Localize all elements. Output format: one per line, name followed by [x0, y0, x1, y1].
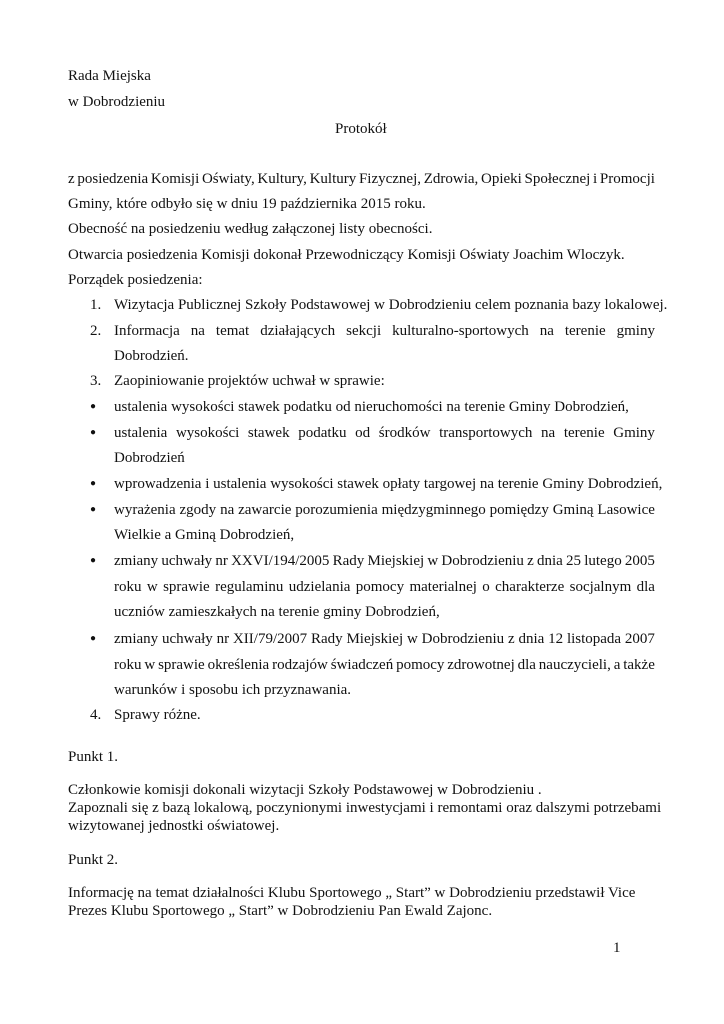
word: Dobrodzieniu: [421, 631, 505, 647]
word: roku: [114, 657, 142, 673]
agenda-item-4-text: Sprawy różne.: [114, 707, 201, 723]
opening-text: Otwarcia posiedzenia Komisji dokonał Przewodniczący Komisji Oświaty Joachim Wloczyk.: [68, 247, 625, 263]
word: XII/79/2007: [232, 631, 308, 647]
word: w: [146, 579, 158, 595]
word: zgody: [179, 502, 217, 518]
word: terenie: [564, 323, 606, 339]
bullet-icon: ●: [90, 478, 97, 489]
agenda-item-4-number: 4.: [90, 707, 102, 723]
word: lutego: [584, 553, 622, 569]
word: międzygminnego: [381, 502, 486, 518]
bullet-3-text: wprowadzenia i ustalenia wysokości stawek opłaty targowej na terenie Gminy Dobrodzień,: [114, 476, 663, 492]
word: wyrażenia: [114, 502, 176, 518]
word: Komisji: [150, 171, 200, 187]
word: 2005: [624, 553, 655, 569]
bullet-5-line-3: uczniów zamieszkałych na terenie gminy Dobrodzień,: [114, 604, 440, 620]
word: Informacja: [114, 323, 180, 339]
page-number: 1: [613, 940, 621, 956]
word: Rady: [332, 553, 365, 569]
word: działających: [260, 323, 336, 339]
word: kulturalno-sportowych: [392, 323, 529, 339]
word: Dobrodzieniu: [441, 553, 524, 569]
word: świadczeń: [330, 657, 394, 673]
word: nauczycieli,: [538, 657, 611, 673]
word: pomiędzy: [489, 502, 549, 518]
word: uchwały: [161, 631, 213, 647]
word: Rady: [310, 631, 343, 647]
bullet-6-line-1: [114, 630, 655, 648]
word: posiedzenia: [77, 171, 149, 187]
intro-line-1: [68, 170, 655, 188]
word: dla: [636, 579, 655, 595]
word: ustalenia: [114, 425, 168, 441]
word: sprawie: [158, 657, 205, 673]
word: materialnej: [409, 579, 477, 595]
word: Opieki: [481, 171, 522, 187]
bullet-6-line-2: [114, 656, 655, 674]
organization-location: w Dobrodzieniu: [68, 94, 166, 110]
bullet-2-line-2: Dobrodzień: [114, 450, 185, 466]
word: charakterze: [495, 579, 565, 595]
punkt-2-line-2: Prezes Klubu Sportowego „ Start” w Dobrodzieniu Pan Ewald Zajonc.: [68, 903, 493, 919]
word: nr: [215, 553, 228, 569]
agenda-item-2-line-2: Dobrodzień.: [114, 348, 189, 364]
word: na: [220, 502, 235, 518]
word: temat: [215, 323, 250, 339]
bullet-1-text: ustalenia wysokości stawek podatku od nieruchomości na terenie Gminy Dobrodzień,: [114, 399, 629, 415]
word: sekcji: [346, 323, 382, 339]
organization-name: Rada Miejska: [68, 68, 151, 84]
word: 2007: [624, 631, 655, 647]
word: Miejskiej: [346, 631, 404, 647]
word: rodzajów: [272, 657, 328, 673]
word: o: [482, 579, 490, 595]
intro-line-2: Gminy, które odbyło się w dniu 19 października 2015 roku.: [68, 196, 426, 212]
word: 25: [566, 553, 582, 569]
word: w: [406, 631, 418, 647]
word: Oświaty,: [201, 171, 255, 187]
word: 12: [548, 631, 564, 647]
punkt-2-line-1: Informację na temat działalności Klubu Sportowego „ Start” w Dobrodzieniu przedstawił Vice: [68, 885, 636, 901]
punkt-1-line-1: Członkowie komisji dokonali wizytacji Szkoły Podstawowej w Dobrodzieniu .: [68, 782, 542, 798]
word: z: [68, 171, 75, 187]
word: na: [539, 323, 554, 339]
word: pomocy: [396, 657, 445, 673]
agenda-item-1-text: Wizytacja Publicznej Szkoły Podstawowej w Dobrodzieniu celem poznania bazy lokalowej.: [114, 297, 668, 313]
bullet-icon: ●: [90, 633, 97, 644]
word: Gminy: [613, 425, 655, 441]
word: dnia: [536, 553, 563, 569]
word: nr: [216, 631, 230, 647]
word: podatku: [298, 425, 347, 441]
word: wysokości: [175, 425, 240, 441]
bullet-5-line-1: [114, 552, 655, 570]
word: określenia: [207, 657, 270, 673]
word: zmiany: [114, 553, 159, 569]
punkt-1-line-3: wizytowanej jednostki oświatowej.: [68, 818, 280, 834]
word: udzielania: [288, 579, 351, 595]
word: Miejskiej: [367, 553, 425, 569]
punkt-2-heading: Punkt 2.: [68, 852, 119, 868]
word: listopada: [566, 631, 622, 647]
word: dnia: [518, 631, 545, 647]
word: i: [593, 171, 598, 187]
punkt-1-heading: Punkt 1.: [68, 749, 119, 765]
word: w: [427, 553, 439, 569]
word: regulaminu: [215, 579, 284, 595]
word: w: [144, 657, 156, 673]
word: zmiany: [114, 631, 159, 647]
bullet-4-line-1: [114, 501, 655, 519]
word: na: [190, 323, 205, 339]
bullet-5-line-2: [114, 578, 655, 596]
punkt-1-line-2: Zapoznali się z bazą lokalową, poczynionymi inwestycjami i remontami oraz dalszymi potrzebami: [68, 800, 662, 816]
word: Promocji: [599, 171, 655, 187]
word: Społecznej: [524, 171, 591, 187]
word: transportowych: [439, 425, 533, 441]
word: Kultury: [309, 171, 357, 187]
word: uchwały: [161, 553, 213, 569]
word: środków: [378, 425, 431, 441]
agenda-heading: Porządek posiedzenia:: [68, 272, 203, 288]
bullet-icon: ●: [90, 401, 97, 412]
word: sprawie: [163, 579, 210, 595]
document-title: Protokół: [335, 121, 387, 137]
word: pomocy: [355, 579, 405, 595]
agenda-item-2-line-1: [114, 322, 655, 340]
agenda-item-3-number: 3.: [90, 373, 102, 389]
word: socjalnym: [569, 579, 632, 595]
word: z: [527, 553, 534, 569]
word: Kultury,: [257, 171, 307, 187]
agenda-item-1-number: 1.: [90, 297, 102, 313]
word: także: [623, 657, 655, 673]
bullet-icon: ●: [90, 427, 97, 438]
word: dla: [517, 657, 536, 673]
word: Lasowice: [597, 502, 655, 518]
word: Gminą: [552, 502, 594, 518]
word: stawek: [247, 425, 290, 441]
word: od: [355, 425, 371, 441]
bullet-4-line-2: Wielkie a Gminą Dobrodzień,: [114, 527, 295, 543]
word: z: [507, 631, 515, 647]
bullet-6-line-3: warunków i sposobu ich przyznawania.: [114, 682, 352, 698]
word: XXVI/194/2005: [231, 553, 330, 569]
word: zdrowotnej: [447, 657, 515, 673]
word: terenie: [563, 425, 605, 441]
word: porozumienia: [295, 502, 378, 518]
word: gminy: [616, 323, 655, 339]
agenda-item-3-text: Zaopiniowanie projektów uchwał w sprawie:: [114, 373, 385, 389]
bullet-2-line-1: [114, 424, 655, 442]
word: zawarcie: [238, 502, 292, 518]
agenda-item-2-number: 2.: [90, 323, 102, 339]
attendance-text: Obecność na posiedzeniu według załączonej listy obecności.: [68, 221, 433, 237]
word: Fizycznej,: [358, 171, 422, 187]
bullet-icon: ●: [90, 504, 97, 515]
bullet-icon: ●: [90, 555, 97, 566]
word: a: [613, 657, 621, 673]
word: roku: [114, 579, 142, 595]
word: Zdrowia,: [423, 171, 479, 187]
word: na: [541, 425, 556, 441]
